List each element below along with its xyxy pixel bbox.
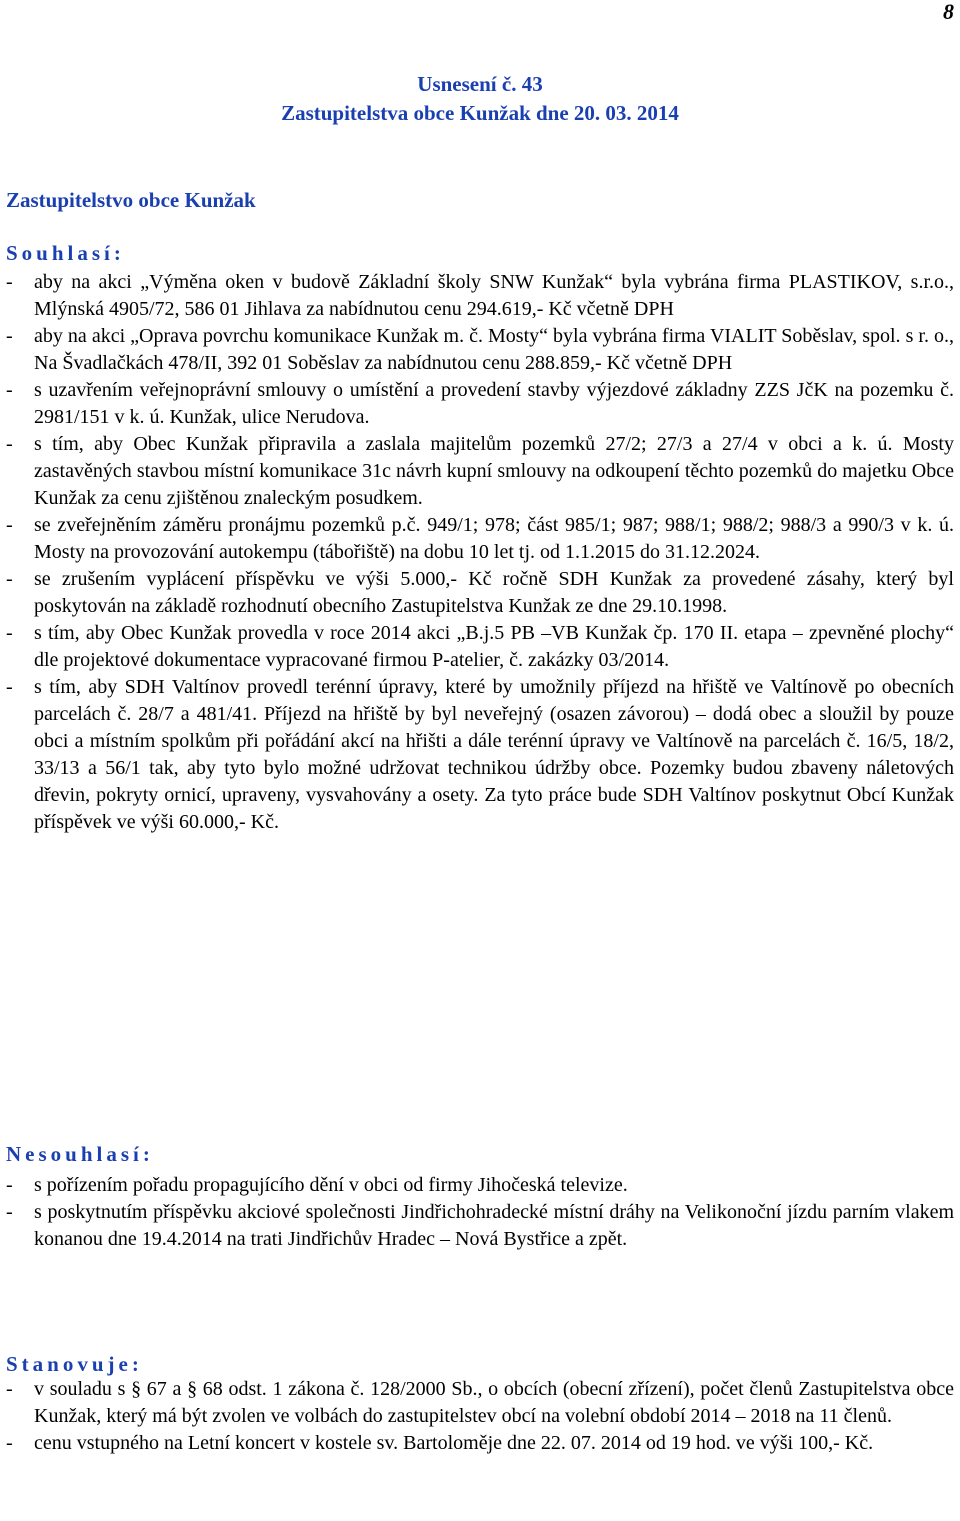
list-item: - s tím, aby Obec Kunžak provedla v roce 2014 akci „B.j.5 PB –VB Kunžak čp. 170 II. etapa – zpevněné plochy“ dle projektové dokumentace vypracované firmou P-atelier, č. zakázky 03/2014. — [6, 622, 954, 671]
list-item: - s uzavřením veřejnoprávní smlouvy o umístění a provedení stavby výjezdové základny ZZS JčK na pozemku č. 2981/151 v k. ú. Kunžak, ulice Nerudova. — [6, 379, 954, 428]
title-line-2: Zastupitelstva obce Kunžak dne 20. 03. 2014 — [281, 101, 679, 125]
list-item: - aby na akci „Výměna oken v budově Základní školy SNW Kunžak“ byla vybrána firma PLASTIKOV, s.r.o., Mlýnská 4905/72, 586 01 Jihlava za nabídnutou cenu 294.619,- Kč včetně DPH — [6, 271, 954, 320]
subject-heading: Zastupitelstvo obce Kunžak — [6, 188, 256, 212]
section-heading-nesouhlasi: Nesouhlasí: — [6, 1142, 154, 1166]
resolution-title — [0, 70, 960, 128]
list-nesouhlasi — [6, 1172, 954, 1253]
list-item: - s pořízením pořadu propagujícího dění v obci od firmy Jihočeská televize. — [6, 1174, 628, 1196]
list-item: - cenu vstupného na Letní koncert v kostele sv. Bartoloměje dne 22. 07. 2014 od 19 hod. ve výši 100,- Kč. — [6, 1432, 874, 1454]
list-item: - aby na akci „Oprava povrchu komunikace Kunžak m. č. Mosty“ byla vybrána firma VIALIT Soběslav, spol. s r. o., Na Švadlačkách 478/II, 392 01 Soběslav za nabídnutou cenu 288.859,- Kč včetně DPH — [6, 325, 954, 374]
list-item: - s tím, aby SDH Valtínov provedl terénní úpravy, které by umožnily příjezd na hřiště ve Valtínově po obecních parcelách č. 28/7 a 481/41. Příjezd na hřiště by byl neveřejný (osazen závorou) – dodá obec a sloužil by pouze obci a místním spolkům při pořádání akcí na hřišti a dále terénní úpravy ve Valtínově na parcelách č. 16/5, 18/2, 33/13 a 56/1 tak, aby tyto bylo možné udržovat technikou údržby obce. Pozemky budou zbaveny náletových dřevin, pokryty ornicí, upraveny, vysvahovány a osety. Za tyto práce bude SDH Valtínov poskytnut Obcí Kunžak příspěvek ve výši 60.000,- Kč. — [6, 676, 954, 833]
list-stanovuje — [6, 1376, 954, 1457]
list-item: - v souladu s § 67 a § 68 odst. 1 zákona č. 128/2000 Sb., o obcích (obecní zřízení), počet členů Zastupitelstva obce Kunžak, který má být zvolen ve volbách do zastupitelstev obcí na volební období 2014 – 2018 na 11 členů. — [6, 1378, 954, 1427]
section-heading-souhlasi: Souhlasí: — [6, 241, 125, 265]
list-item: - s tím, aby Obec Kunžak připravila a zaslala majitelům pozemků 27/2; 27/3 a 27/4 v obci a k. ú. Mosty zastavěných stavbou místní komunikace 31c návrh kupní smlouvy na odkoupení těchto pozemků do majetku Obce Kunžak za cenu zjištěnou znaleckým posudkem. — [6, 433, 954, 509]
list-item: - s poskytnutím příspěvku akciové společnosti Jindřichohradecké místní dráhy na Velikonoční jízdu parním vlakem konanou dne 19.4.2014 na trati Jindřichův Hradec – Nová Bystřice a zpět. — [6, 1201, 954, 1250]
list-souhlasi — [6, 269, 954, 836]
title-line-1: Usnesení č. 43 — [417, 72, 543, 96]
section-heading-stanovuje: Stanovuje: — [6, 1352, 143, 1376]
list-item: - se zveřejněním záměru pronájmu pozemků p.č. 949/1; 978; část 985/1; 987; 988/1; 988/2; 988/3 a 990/3 v k. ú. Mosty na provozování autokempu (tábořiště) na dobu 10 let tj. od 1.1.2015 do 31.12.2024. — [6, 514, 954, 563]
page-number: 8 — [943, 0, 954, 24]
list-item: - se zrušením vyplácení příspěvku ve výši 5.000,- Kč ročně SDH Kunžak za provedené zásahy, který byl poskytován na základě rozhodnutí obecního Zastupitelstva Kunžak ze dne 29.10.1998. — [6, 568, 954, 617]
